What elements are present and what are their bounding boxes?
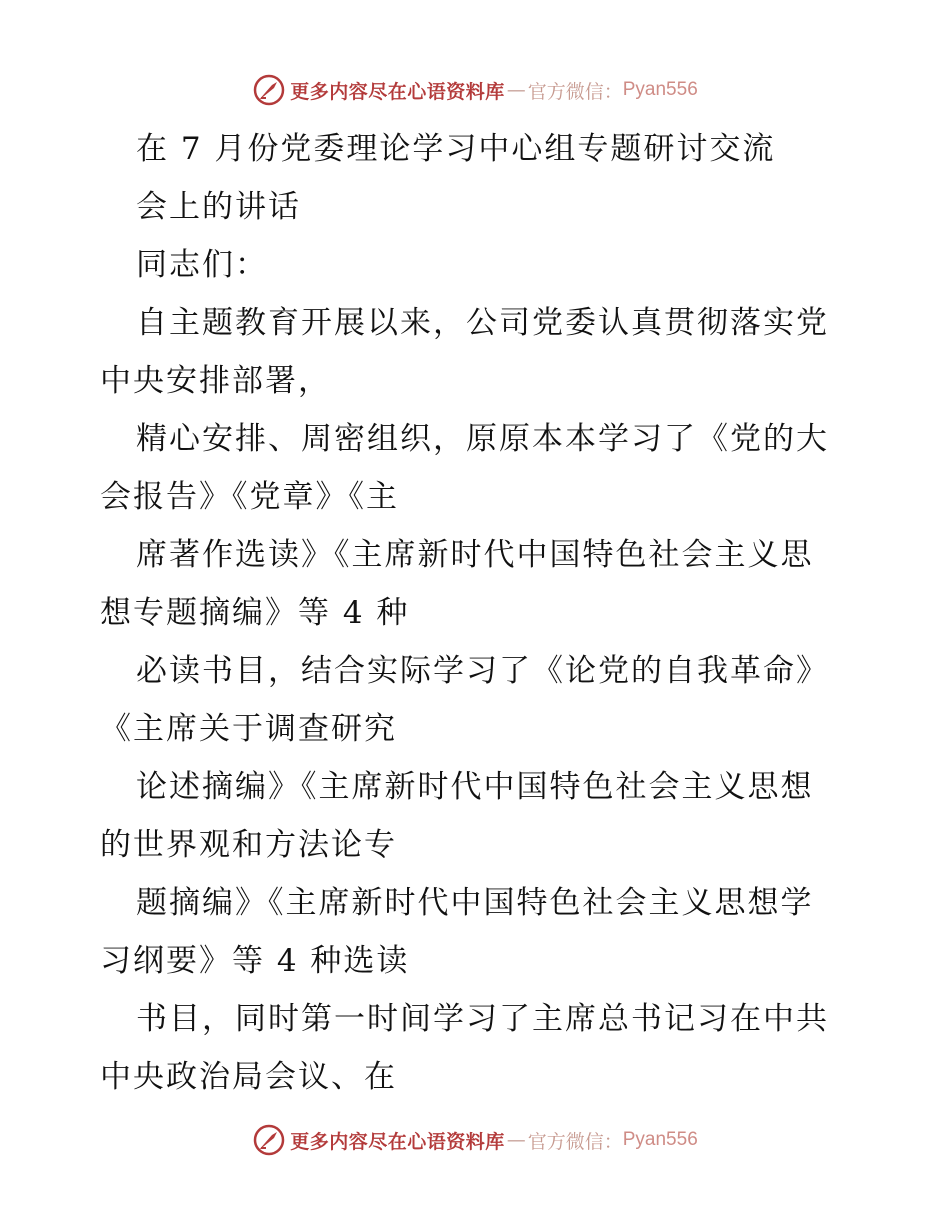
paragraph-line: 自主题教育开展以来，公司党委认真贯彻落实党 (136, 305, 829, 341)
banner-official-label: 官方微信： (527, 1130, 623, 1153)
paragraph-line: 书目，同时第一时间学习了主席总书记习在中共 (136, 1001, 829, 1037)
document-title-line-1: 在 7 月份党委理论学习中心组专题研讨交流 (136, 131, 776, 167)
header-banner (0, 70, 950, 110)
paragraph-line: 习纲要》等 4 种选读 (100, 943, 410, 979)
quill-pen-logo-icon (252, 73, 286, 107)
quill-pen-logo-icon (252, 1123, 286, 1157)
banner-brand-text: 更多内容尽在心语资料库 (290, 1130, 505, 1153)
salutation: 同志们： (136, 247, 268, 283)
paragraph-line: 中央安排部署， (100, 363, 331, 399)
paragraph-line: 想专题摘编》等 4 种 (100, 595, 410, 631)
document-body (100, 120, 860, 1106)
paragraph-line: 中央政治局会议、在 (100, 1059, 397, 1095)
footer-banner (0, 1120, 950, 1160)
paragraph-line: 精心安排、周密组织，原原本本学习了《党的大 (136, 421, 829, 457)
banner-separator: — (506, 1129, 526, 1151)
paragraph-line: 《主席关于调查研究 (100, 711, 397, 747)
paragraph-line: 会报告》《党章》《主 (100, 479, 399, 515)
banner-separator: — (506, 79, 526, 101)
paragraph-line: 论述摘编》《主席新时代中国特色社会主义思想 (136, 769, 814, 805)
paragraph-line: 题摘编》《主席新时代中国特色社会主义思想学 (136, 885, 814, 921)
paragraph-line: 必读书目，结合实际学习了《论党的自我革命》 (136, 653, 829, 689)
banner-wechat-id: Pyan556 (622, 79, 698, 100)
banner-official-label: 官方微信： (527, 80, 623, 103)
paragraph-line: 的世界观和方法论专 (100, 827, 397, 863)
paragraph-line: 席著作选读》《主席新时代中国特色社会主义思 (136, 537, 814, 573)
document-title-line-2: 会上的讲话 (136, 189, 301, 225)
banner-wechat-id: Pyan556 (622, 1129, 698, 1150)
banner-brand-text: 更多内容尽在心语资料库 (290, 80, 505, 103)
